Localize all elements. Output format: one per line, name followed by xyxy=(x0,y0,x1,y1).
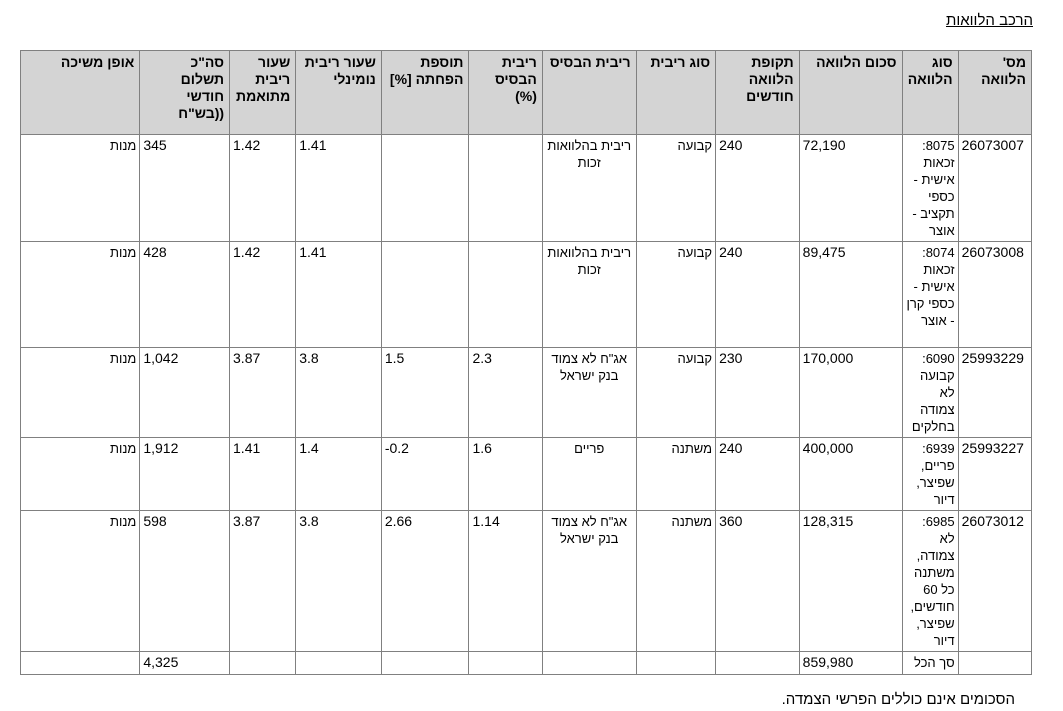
cell-adjusted: 3.87 xyxy=(230,511,296,652)
cell-adjusted: 1.42 xyxy=(230,135,296,242)
cell-withdrawal: מנות xyxy=(21,242,140,348)
cell-empty xyxy=(958,652,1031,675)
header-nominal: שעור ריבית נומינלי xyxy=(296,51,382,135)
cell-empty xyxy=(230,652,296,675)
header-amount: סכום הלוואה xyxy=(799,51,902,135)
cell-empty xyxy=(542,652,636,675)
cell-withdrawal: מנות xyxy=(21,511,140,652)
page-title: הרכב הלוואות xyxy=(945,12,1033,29)
cell-monthly: 345 xyxy=(140,135,230,242)
cell-rate-type: קבועה xyxy=(636,135,715,242)
cell-amount: 170,000 xyxy=(799,348,902,438)
table-header-row xyxy=(21,51,1032,135)
cell-period: 240 xyxy=(716,438,800,511)
cell-rate-type: משתנה xyxy=(636,511,715,652)
cell-amount: 128,315 xyxy=(799,511,902,652)
cell-nominal: 3.8 xyxy=(296,511,382,652)
cell-reduction xyxy=(381,242,469,348)
cell-base-rate-pct: 1.6 xyxy=(469,438,542,511)
cell-reduction: 2.66 xyxy=(381,511,469,652)
table-row xyxy=(21,511,1032,652)
cell-loan-type: 6939: פריים, שפיצר, דיור xyxy=(902,438,958,511)
loans-table xyxy=(20,50,1032,675)
cell-monthly: 598 xyxy=(140,511,230,652)
cell-loan-type: 6985: לא צמודה, משתנה כל 60 חודשים, שפיצר, דיור xyxy=(902,511,958,652)
cell-base-rate: ריבית בהלוואות זכות xyxy=(542,242,636,348)
table-row xyxy=(21,135,1032,242)
cell-rate-type: קבועה xyxy=(636,242,715,348)
cell-monthly: 428 xyxy=(140,242,230,348)
cell-amount: 89,475 xyxy=(799,242,902,348)
table-row xyxy=(21,348,1032,438)
cell-base-rate: אג"ח לא צמוד בנק ישראל xyxy=(542,511,636,652)
cell-rate-type: משתנה xyxy=(636,438,715,511)
cell-withdrawal: מנות xyxy=(21,135,140,242)
cell-base-rate: אג"ח לא צמוד בנק ישראל xyxy=(542,348,636,438)
cell-nominal: 1.41 xyxy=(296,242,382,348)
cell-withdrawal: מנות xyxy=(21,348,140,438)
cell-base-rate-pct xyxy=(469,242,542,348)
cell-empty xyxy=(716,652,800,675)
cell-adjusted: 3.87 xyxy=(230,348,296,438)
cell-monthly: 1,912 xyxy=(140,438,230,511)
header-reduction: תוספת הפחתה [%] xyxy=(381,51,469,135)
cell-nominal: 3.8 xyxy=(296,348,382,438)
header-period: תקופת הלוואה חודשים xyxy=(716,51,800,135)
cell-empty xyxy=(21,652,140,675)
header-withdrawal: אופן משיכה xyxy=(21,51,140,135)
header-monthly: סה"כ תשלום חודשי ((בש"ח xyxy=(140,51,230,135)
cell-loan-no: 25993227 xyxy=(958,438,1031,511)
cell-base-rate-pct: 2.3 xyxy=(469,348,542,438)
total-monthly: 4,325 xyxy=(140,652,230,675)
cell-empty xyxy=(636,652,715,675)
cell-nominal: 1.41 xyxy=(296,135,382,242)
footnote: הסכומים אינם כוללים הפרשי הצמדה. xyxy=(781,691,1015,708)
header-loan-type: סוג הלוואה xyxy=(902,51,958,135)
cell-period: 230 xyxy=(716,348,800,438)
cell-loan-type: 8074: זכאות אישית - כספי קרן - אוצר xyxy=(902,242,958,348)
cell-rate-type: קבועה xyxy=(636,348,715,438)
header-loan-no: מס' הלוואה xyxy=(958,51,1031,135)
cell-reduction: 1.5 xyxy=(381,348,469,438)
cell-loan-no: 26073012 xyxy=(958,511,1031,652)
cell-reduction: -0.2 xyxy=(381,438,469,511)
cell-withdrawal: מנות xyxy=(21,438,140,511)
cell-reduction xyxy=(381,135,469,242)
cell-empty xyxy=(469,652,542,675)
cell-base-rate-pct xyxy=(469,135,542,242)
header-adjusted: שעור ריבית מתואמת xyxy=(230,51,296,135)
total-amount: 859,980 xyxy=(799,652,902,675)
cell-amount: 400,000 xyxy=(799,438,902,511)
cell-adjusted: 1.42 xyxy=(230,242,296,348)
cell-empty xyxy=(381,652,469,675)
cell-loan-type: 6090: קבועה לא צמודה בחלקים xyxy=(902,348,958,438)
cell-nominal: 1.4 xyxy=(296,438,382,511)
cell-loan-no: 26073007 xyxy=(958,135,1031,242)
cell-base-rate-pct: 1.14 xyxy=(469,511,542,652)
cell-period: 240 xyxy=(716,242,800,348)
cell-loan-type: 8075: זכאות אישית - כספי תקציב - אוצר xyxy=(902,135,958,242)
header-rate-type: סוג ריבית xyxy=(636,51,715,135)
header-base-rate-pct: ריבית הבסיס (%) xyxy=(469,51,542,135)
cell-adjusted: 1.41 xyxy=(230,438,296,511)
header-base-rate: ריבית הבסיס xyxy=(542,51,636,135)
total-label: סך הכל xyxy=(902,652,958,675)
total-row xyxy=(21,652,1032,675)
cell-period: 360 xyxy=(716,511,800,652)
cell-monthly: 1,042 xyxy=(140,348,230,438)
cell-loan-no: 26073008 xyxy=(958,242,1031,348)
cell-base-rate: פריים xyxy=(542,438,636,511)
cell-period: 240 xyxy=(716,135,800,242)
cell-amount: 72,190 xyxy=(799,135,902,242)
table-row xyxy=(21,438,1032,511)
table-row xyxy=(21,242,1032,348)
cell-empty xyxy=(296,652,382,675)
cell-base-rate: ריבית בהלוואות זכות xyxy=(542,135,636,242)
cell-loan-no: 25993229 xyxy=(958,348,1031,438)
